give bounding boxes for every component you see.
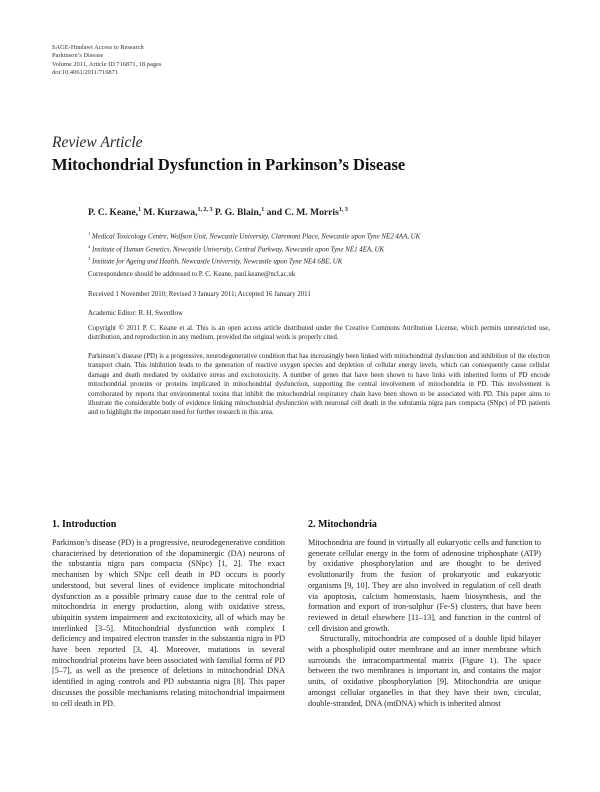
journal-volume: Volume 2011, Article ID 716871, 18 pages [52, 60, 162, 68]
affiliation [88, 254, 550, 267]
affiliation [88, 242, 550, 255]
section-heading-introduction: 1. Introduction [52, 519, 117, 530]
article-title: Mitochondrial Dysfunction in Parkinson’s Disease [52, 155, 406, 174]
received-dates: Received 1 November 2010; Revised 3 January 2011; Accepted 16 January 2011 [88, 291, 311, 298]
abstract-text: Parkinson’s disease (PD) is a progressive, neurodegenerative condition that has increasingly been linked with mitochondrial dysfunction and inhibition of the electron transport chain. This inhibition leads to the generation of reactive oxygen species and depletion of cellular energy levels, which can consequently cause cellular damage and death mediated by oxidative stress and excitotoxicity. A number of genes that have been shown to have links with inherited forms of PD encode mitochondrial proteins or proteins implicated in mitochondrial dysfunction, supporting the central involvement of mitochondria in PD. This involvement is corroborated by reports that environmental toxins that inhibit the mitochondrial respiratory chain have been shown to be associated with PD. This paper aims to illustrate the considerable body of evidence linking mitochondrial dysfunction with neuronal cell death in the substantia nigra pars compacta (SNpc) of PD patients and to highlight the important need for further research in this area. [88, 353, 550, 417]
left-column [52, 538, 285, 709]
author-name: M. Kurzawa, [141, 207, 198, 219]
affiliation-text: Institute for Ageing and Health, Newcastle University, Newcastle upon Tyne NE4 6BE, UK [92, 258, 343, 266]
affiliation-text: Institute of Human Genetics, Newcastle University, Central Parkway, Newcastle upon Tyne NE1 4EA, UK [92, 246, 385, 253]
body-paragraph: Parkinson’s disease (PD) is a progressive, neurodegenerative condition characterised by deterioration of the dopaminergic (DA) neurons of the substantia nigra pars compacta (SNpc) [1, 2]. The exact mechanism by which SNpc cell death in PD occurs is poorly understood, but several lines of evidence implicate mitochondrial dysfunction as a possible primary cause due to the central role of mitochondria in energy production, along with oxidative stress, ubiquitin system impairment and excitotoxicity, all of which may be interlinked [3–5]. Mitochondrial dysfunction with complex I deficiency and impaired electron transfer in the substantia nigra in PD have been reported [3, 4]. Moreover, mutations in several mitochondrial proteins have been associated with familial forms of PD [5–7], as well as the presence of deletions in mitochondrial DNA identified in aging controls and PD substantia nigra [8]. This paper discusses the possible mechanisms relating mitochondrial impairment to cell death in PD. [52, 538, 285, 708]
body-paragraph: Mitochondria are found in virtually all eukaryotic cells and function to generate cellular energy in the form of adenosine triphosphate (ATP) by oxidative phosphorylation and are thought to be derived evolutionarily from the fusion of prokaryotic and eukaryotic organisms [9, 10]. They are also involved in regulation of cell death via apoptosis, calcium homeostasis, haem biosynthesis, and the formation and export of iron-sulphur (Fe-S) clusters, that have been reviewed in detail elsewhere [11–13], and function in the control of cell division and growth. [308, 538, 541, 633]
journal-header [52, 44, 161, 78]
affiliation-number: 3 [88, 256, 91, 262]
author-list [88, 207, 348, 218]
article-type: Review Article [52, 134, 143, 151]
copyright-text: Copyright © 2011 P. C. Keane et al. This is an open access article distributed under the Creative Commons Attribution License, which permits unrestricted use, distribution, and reproduction in any medium, provided the original work is properly cited. [88, 325, 550, 342]
journal-name: Parkinson’s Disease [52, 52, 104, 60]
copyright-notice [88, 324, 550, 343]
academic-editor: Academic Editor: R. H. Swerdlow [88, 310, 183, 317]
section-heading-mitochondria: 2. Mitochondria [308, 519, 377, 530]
right-column [308, 538, 541, 709]
affiliation-number: 2 [88, 243, 91, 249]
author-affiliation-marker: 1, 2, 3 [197, 207, 213, 213]
author-name: P. G. Blain, [212, 207, 262, 219]
affiliation-number: 1 [88, 231, 91, 236]
author-name: P. C. Keane, [88, 207, 139, 219]
affiliation-text: Medical Toxicology Centre, Wolfson Unit, Newcastle University, Claremont Place, Newcastle upon Tyne NE2 4AA, UK [92, 233, 421, 241]
journal-publisher: SAGE-Hindawi Access to Research [52, 44, 144, 51]
journal-doi: doi:10.4061/2011/716871 [52, 69, 118, 77]
author-affiliation-marker: 1, 3 [338, 207, 348, 213]
author-affiliation-marker: 1 [138, 207, 142, 213]
author-affiliation-marker: 1 [261, 207, 265, 213]
affiliations [88, 229, 550, 267]
abstract [88, 352, 550, 418]
correspondence-note: Correspondence should be addressed to P. C. Keane, paul.keane@ncl.ac.uk [88, 271, 296, 278]
body-paragraph: Structurally, mitochondria are composed of a double lipid bilayer with a phospholipid outer membrane and an inner membrane which surrounds the intracompartmental matrix (Figure 1). The space between the two membranes is important in, and contains the major units, of oxidative phosphorylation [9]. Mitochondria are unique amongst cellular organelles in that they have their own, circular, double-stranded, DNA (mtDNA) which is inherited almost [308, 634, 541, 708]
affiliation [88, 229, 550, 242]
author-name: and C. M. Morris [264, 207, 339, 219]
